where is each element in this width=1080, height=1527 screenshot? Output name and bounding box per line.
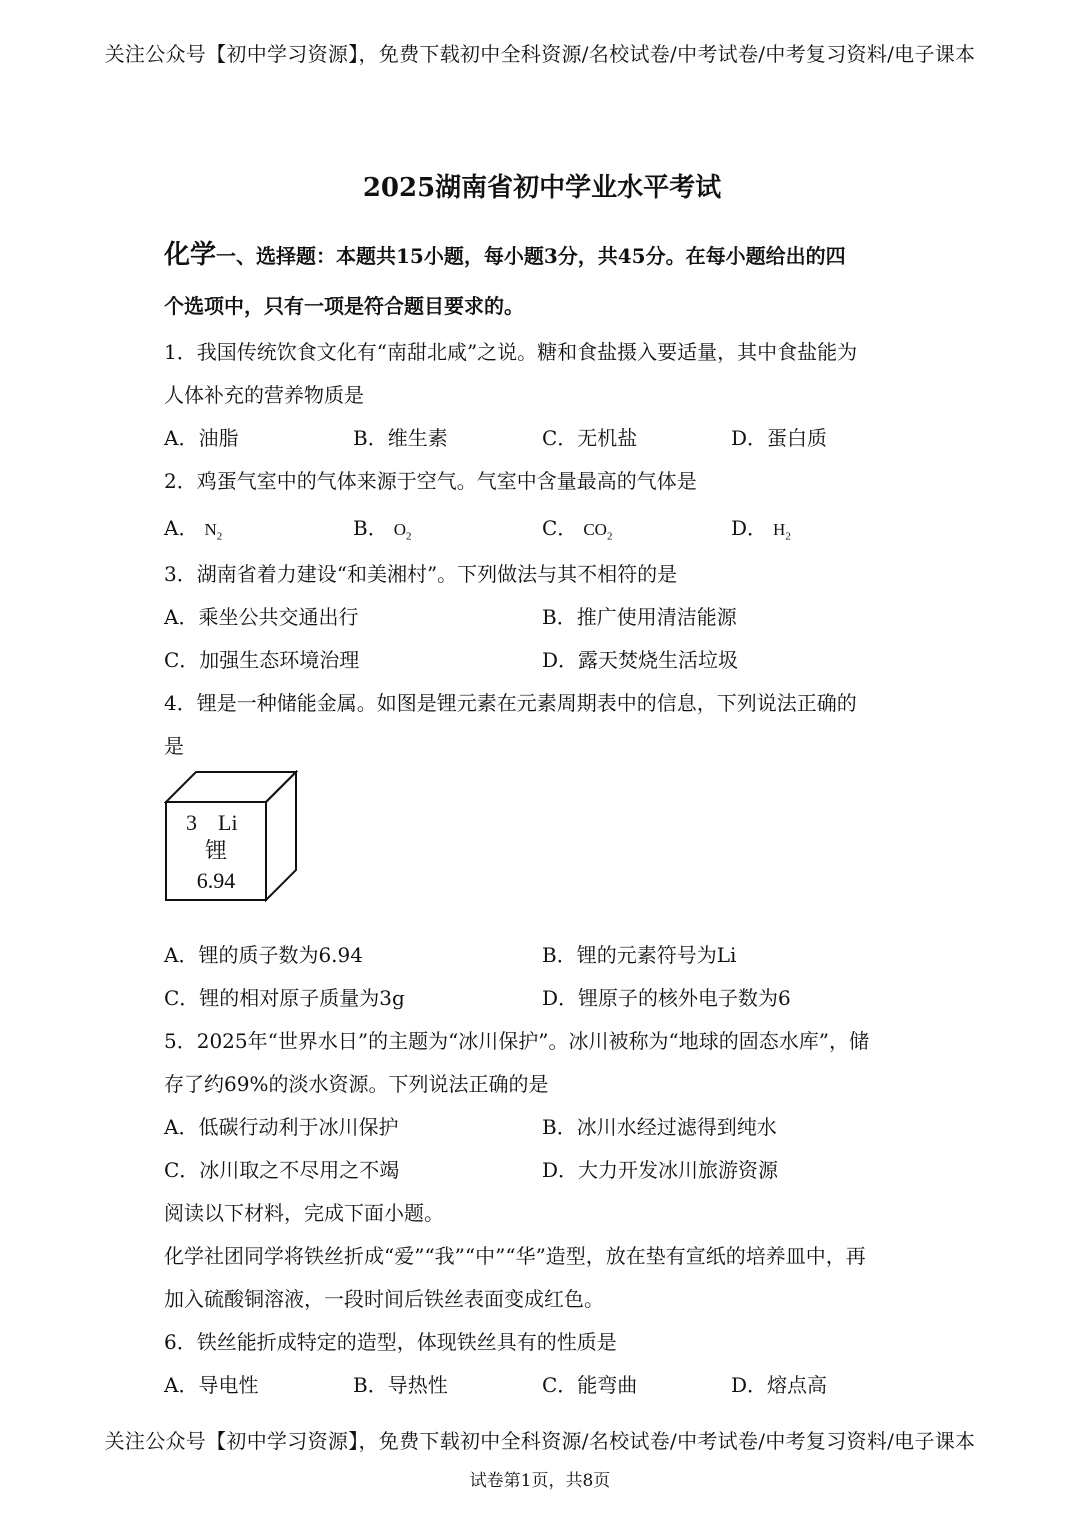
element-symbol: Li — [218, 810, 238, 835]
question-stem: 6．铁丝能折成特定的造型，体现铁丝具有的性质是 — [164, 1330, 617, 1354]
material-line: 化学社团同学将铁丝折成“爱”“我”“中”“华”造型，放在垫有宣纸的培养皿中，再 — [164, 1244, 866, 1268]
option-b: B．推广使用清洁能源 — [542, 605, 737, 629]
option-c: C．加强生态环境治理 — [164, 648, 360, 672]
question-stem: 是 — [164, 734, 184, 758]
option-d: D．熔点高 — [731, 1373, 828, 1397]
material-intro: 阅读以下材料，完成下面小题。 — [164, 1201, 444, 1225]
option-letter: B． — [353, 516, 388, 540]
option-b: B．锂的元素符号为Li — [542, 943, 737, 967]
question-4 — [164, 682, 920, 1020]
question-6 — [164, 1321, 920, 1407]
option-b: B．维生素 — [353, 426, 448, 450]
chem-formula: $O_2$ — [393, 520, 412, 543]
option-d — [731, 503, 920, 553]
options — [164, 1364, 920, 1407]
question-stem: 2．鸡蛋气室中的气体来源于空气。气室中含量最高的气体是 — [164, 469, 697, 493]
chem-formula: $N_2$ — [204, 520, 223, 543]
option-c: C．能弯曲 — [542, 1373, 638, 1397]
exam-content — [164, 168, 920, 1407]
question-stem: 4．锂是一种储能金属。如图是锂元素在元素周期表中的信息，下列说法正确的 — [164, 691, 857, 715]
section-heading — [164, 230, 920, 331]
option-c: C．冰川取之不尽用之不竭 — [164, 1158, 400, 1182]
question-stem: 存了约69%的淡水资源。下列说法正确的是 — [164, 1072, 549, 1096]
option-a: A．锂的质子数为6.94 — [164, 943, 363, 967]
question-5 — [164, 1020, 920, 1192]
option-letter: A． — [164, 516, 199, 540]
option-a: A．乘坐公共交通出行 — [164, 605, 359, 629]
chem-formula: $CO_2$ — [583, 520, 613, 543]
option-b: B．冰川水经过滤得到纯水 — [542, 1115, 777, 1139]
question-2 — [164, 460, 920, 553]
option-d: D．露天焚烧生活垃圾 — [542, 648, 739, 672]
question-stem: 3．湖南省着力建设“和美湘村”。下列做法与其不相符的是 — [164, 562, 678, 586]
material-line: 加入硫酸铜溶液，一段时间后铁丝表面变成红色。 — [164, 1287, 604, 1311]
option-d: D．锂原子的核外电子数为6 — [542, 986, 791, 1010]
atomic-mass: 6.94 — [196, 868, 236, 893]
section-line-1: 一、选择题：本题共15小题，每小题3分，共45分。在每小题给出的四 — [216, 244, 846, 268]
options-row — [164, 639, 920, 682]
options-row — [164, 1106, 920, 1149]
option-a: A．导电性 — [164, 1373, 259, 1397]
option-d: D．蛋白质 — [731, 426, 828, 450]
question-stem: 5．2025年“世界水日”的主题为“冰川保护”。冰川被称为“地球的固态水库”，储 — [164, 1029, 869, 1053]
option-a: A．低碳行动利于冰川保护 — [164, 1115, 399, 1139]
section-line-2: 个选项中，只有一项是符合题目要求的。 — [164, 294, 524, 318]
options-row — [164, 977, 920, 1020]
options-row — [164, 596, 920, 639]
top-banner: 关注公众号【初中学习资源】，免费下载初中全科资源/名校试卷/中考试卷/中考复习资料/电子课本 — [104, 42, 976, 66]
chem-formula: $H_2$ — [773, 520, 791, 543]
options-row — [164, 934, 920, 977]
option-letter: C． — [542, 516, 578, 540]
question-stem: 1．我国传统饮食文化有“南甜北咸”之说。糖和食盐摄入要适量，其中食盐能为 — [164, 340, 858, 364]
question-stem: 人体补充的营养物质是 — [164, 383, 364, 407]
option-d: D．大力开发冰川旅游资源 — [542, 1158, 779, 1182]
subject-label: 化学 — [164, 240, 217, 270]
option-b: B．导热性 — [353, 1373, 448, 1397]
option-c: C．锂的相对原子质量为3g — [164, 986, 405, 1010]
bottom-banner: 关注公众号【初中学习资源】，免费下载初中全科资源/名校试卷/中考试卷/中考复习资料/电子课本 — [104, 1429, 976, 1453]
option-a — [164, 503, 353, 553]
option-c: C．无机盐 — [542, 426, 638, 450]
element-cube-figure — [164, 770, 920, 934]
reading-material — [164, 1192, 920, 1321]
atomic-number: 3 — [186, 810, 197, 835]
options — [164, 503, 920, 553]
question-3 — [164, 553, 920, 682]
page-number: 试卷第1页，共8页 — [469, 1471, 611, 1491]
exam-title: 2025湖南省初中学业水平考试 — [362, 173, 722, 203]
option-c — [542, 503, 731, 553]
question-1 — [164, 331, 920, 460]
option-letter: D． — [731, 516, 768, 540]
option-a: A．油脂 — [164, 426, 239, 450]
option-b — [353, 503, 542, 553]
options-row — [164, 1149, 920, 1192]
element-cube — [164, 770, 304, 904]
options — [164, 417, 920, 460]
element-name: 锂 — [204, 839, 228, 864]
